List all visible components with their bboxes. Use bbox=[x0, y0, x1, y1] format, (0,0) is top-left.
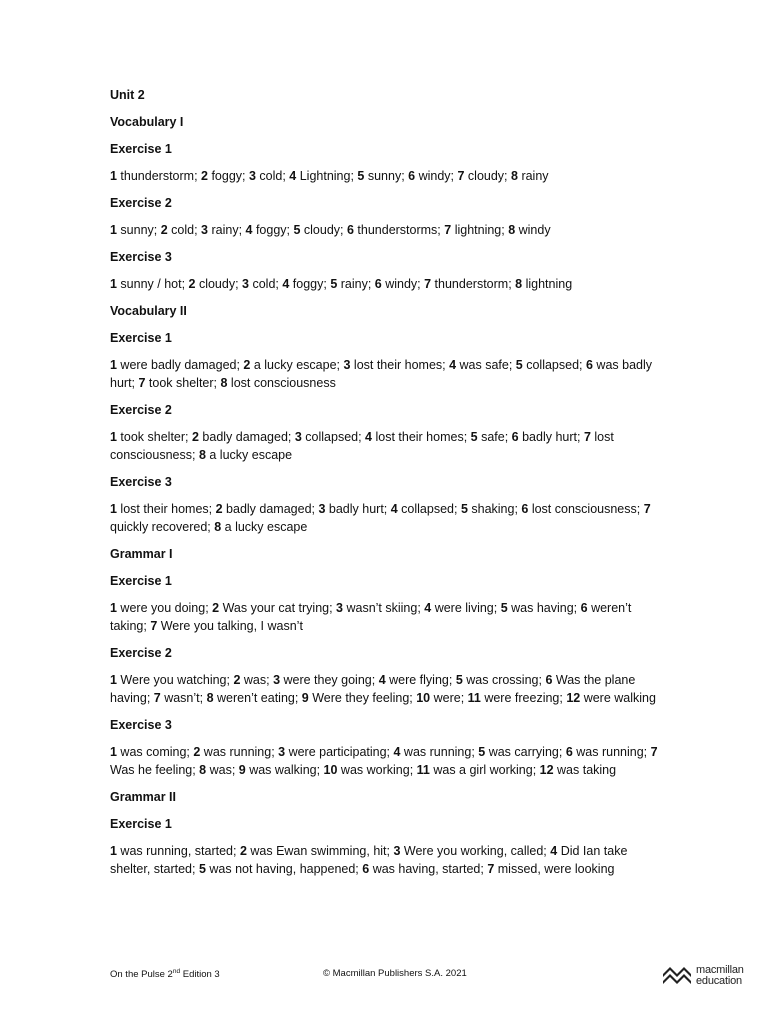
answer-number: 7 bbox=[650, 745, 658, 759]
answer-number: 3 bbox=[393, 844, 401, 858]
answer-text: was badly hurt; bbox=[110, 358, 652, 390]
section-heading: Exercise 2 bbox=[110, 403, 172, 417]
answer-text: was running; bbox=[400, 745, 479, 759]
answer-number: 4 bbox=[393, 745, 401, 759]
answer-text: Was he feeling; bbox=[110, 763, 200, 777]
answer-text: were flying; bbox=[385, 673, 456, 687]
answer-number: 7 bbox=[583, 430, 591, 444]
answer-number: 4 bbox=[365, 430, 372, 444]
answer-text: was having, started; bbox=[369, 862, 488, 876]
answer-text: thunderstorms; bbox=[353, 223, 445, 237]
answer-text: wasn’t skiing; bbox=[343, 601, 425, 615]
answer-number: 2 bbox=[201, 169, 208, 183]
answer-text: Was the plane having; bbox=[110, 673, 636, 705]
answer-text: cloudy; bbox=[300, 223, 347, 237]
answer-text: was walking; bbox=[245, 763, 324, 777]
answer-text: safe; bbox=[477, 430, 512, 444]
answer-number: 3 bbox=[336, 601, 343, 615]
answer-text: windy bbox=[515, 223, 551, 237]
section-heading: Vocabulary II bbox=[110, 304, 187, 318]
answer-number: 1 bbox=[110, 844, 117, 858]
answer-text: windy; bbox=[415, 169, 458, 183]
answer-text: were; bbox=[430, 691, 468, 705]
answer-line bbox=[110, 671, 670, 707]
answer-number: 5 bbox=[357, 169, 365, 183]
answer-line bbox=[110, 599, 670, 635]
answer-text: cloudy; bbox=[464, 169, 512, 183]
answer-text: was Ewan swimming, hit; bbox=[246, 844, 394, 858]
answer-number: 6 bbox=[580, 601, 588, 615]
answer-text: lightning bbox=[522, 277, 573, 291]
answer-text: was taking bbox=[553, 763, 617, 777]
answer-text: lost their homes; bbox=[116, 502, 216, 516]
section-heading: Exercise 1 bbox=[110, 142, 172, 156]
answer-number: 5 bbox=[330, 277, 338, 291]
answer-number: 5 bbox=[460, 502, 468, 516]
answer-number: 7 bbox=[444, 223, 452, 237]
answer-number: 3 bbox=[318, 502, 326, 516]
answer-number: 1 bbox=[110, 430, 117, 444]
section-heading: Exercise 1 bbox=[110, 574, 172, 588]
answer-text: missed, were looking bbox=[494, 862, 615, 876]
answer-number: 4 bbox=[245, 223, 253, 237]
answer-text: sunny; bbox=[116, 223, 161, 237]
answer-number: 3 bbox=[294, 430, 302, 444]
answer-number: 6 bbox=[374, 277, 382, 291]
answer-number: 10 bbox=[323, 763, 338, 777]
answer-text: windy; bbox=[381, 277, 425, 291]
answer-text: was not having, happened; bbox=[205, 862, 363, 876]
answer-text: was crossing; bbox=[462, 673, 546, 687]
answer-number: 4 bbox=[449, 358, 457, 372]
answer-number: 6 bbox=[545, 673, 553, 687]
answer-number: 6 bbox=[346, 223, 354, 237]
answer-number: 3 bbox=[273, 673, 281, 687]
answer-number: 12 bbox=[566, 691, 581, 705]
answer-number: 7 bbox=[487, 862, 495, 876]
answer-number: 4 bbox=[550, 844, 558, 858]
answer-line bbox=[110, 428, 670, 464]
answer-text: were freezing; bbox=[480, 691, 567, 705]
answer-number: 3 bbox=[343, 358, 351, 372]
answer-number: 4 bbox=[282, 277, 290, 291]
section-heading: Exercise 3 bbox=[110, 475, 172, 489]
answer-text: lost consciousness; bbox=[528, 502, 644, 516]
answer-number: 1 bbox=[110, 277, 117, 291]
answer-number: 12 bbox=[539, 763, 554, 777]
answer-number: 7 bbox=[150, 619, 158, 633]
answer-text: rainy bbox=[517, 169, 549, 183]
answer-number: 6 bbox=[408, 169, 416, 183]
answer-line bbox=[110, 221, 670, 239]
answer-number: 4 bbox=[289, 169, 297, 183]
answer-number: 11 bbox=[416, 763, 430, 777]
answer-text: thunderstorm; bbox=[431, 277, 516, 291]
answer-number: 2 bbox=[160, 223, 168, 237]
section-heading: Grammar I bbox=[110, 547, 173, 561]
answer-number: 8 bbox=[206, 691, 214, 705]
answer-text: Were you talking, I wasn’t bbox=[157, 619, 303, 633]
answer-number: 6 bbox=[585, 358, 593, 372]
section-heading: Exercise 2 bbox=[110, 646, 172, 660]
answer-number: 2 bbox=[212, 601, 220, 615]
answer-number: 7 bbox=[424, 277, 432, 291]
answer-text: collapsed; bbox=[397, 502, 461, 516]
answer-text: Did Ian take shelter, started; bbox=[110, 844, 628, 876]
answer-text: a lucky escape; bbox=[250, 358, 344, 372]
answer-text: was running; bbox=[200, 745, 279, 759]
answer-text: were participating; bbox=[285, 745, 394, 759]
answer-number: 1 bbox=[110, 673, 117, 687]
answer-text: was running, started; bbox=[116, 844, 240, 858]
answer-text: badly hurt; bbox=[518, 430, 584, 444]
answer-text: rainy; bbox=[337, 277, 375, 291]
answer-number: 7 bbox=[643, 502, 651, 516]
footer-copyright: © Macmillan Publishers S.A. 2021 bbox=[323, 968, 467, 979]
answer-text: was coming; bbox=[116, 745, 194, 759]
answer-text: cold; bbox=[255, 169, 290, 183]
answer-text: Were you watching; bbox=[116, 673, 234, 687]
answer-text: was safe; bbox=[456, 358, 516, 372]
answer-text: wasn’t; bbox=[160, 691, 207, 705]
answer-number: 7 bbox=[153, 691, 161, 705]
answer-number: 5 bbox=[478, 745, 486, 759]
answer-number: 5 bbox=[500, 601, 508, 615]
answer-text: were you doing; bbox=[116, 601, 213, 615]
answer-line bbox=[110, 167, 670, 185]
answer-number: 6 bbox=[362, 862, 370, 876]
answer-number: 5 bbox=[293, 223, 301, 237]
footer-book-title: On the Pulse 2nd Edition 3 bbox=[110, 968, 220, 981]
answer-number: 5 bbox=[198, 862, 206, 876]
answer-text: sunny / hot; bbox=[116, 277, 189, 291]
answer-text: took shelter; bbox=[145, 376, 221, 390]
answer-text: were living; bbox=[431, 601, 501, 615]
logo-text-education: education bbox=[696, 975, 742, 987]
answer-number: 8 bbox=[508, 223, 516, 237]
answer-number: 9 bbox=[301, 691, 309, 705]
answer-text: cloudy; bbox=[195, 277, 243, 291]
answer-text: a lucky escape bbox=[221, 520, 308, 534]
answer-number: 6 bbox=[521, 502, 529, 516]
logo-text-macmillan: macmillan bbox=[696, 964, 744, 976]
answer-text: were badly damaged; bbox=[116, 358, 244, 372]
answer-text: lost their homes; bbox=[372, 430, 471, 444]
answer-number: 1 bbox=[110, 358, 117, 372]
answer-text: were they going; bbox=[280, 673, 379, 687]
answer-number: 2 bbox=[215, 502, 223, 516]
answer-text: was having; bbox=[507, 601, 581, 615]
answer-number: 4 bbox=[390, 502, 398, 516]
answer-text: lost their homes; bbox=[350, 358, 450, 372]
answer-text: a lucky escape bbox=[205, 448, 293, 462]
answer-text: quickly recovered; bbox=[110, 520, 215, 534]
answer-number: 3 bbox=[248, 169, 256, 183]
answer-text: was carrying; bbox=[485, 745, 566, 759]
answer-text: Were they feeling; bbox=[308, 691, 417, 705]
section-heading: Vocabulary I bbox=[110, 115, 184, 129]
answer-number: 5 bbox=[470, 430, 478, 444]
answer-text: rainy; bbox=[208, 223, 246, 237]
answer-number: 2 bbox=[233, 673, 241, 687]
section-heading: Exercise 3 bbox=[110, 250, 172, 264]
answer-text: was working; bbox=[337, 763, 417, 777]
answer-text: cold; bbox=[167, 223, 202, 237]
answer-text: lightning; bbox=[451, 223, 509, 237]
answer-text: collapsed; bbox=[522, 358, 586, 372]
macmillan-logo-icon bbox=[662, 964, 692, 986]
answer-text: cold; bbox=[249, 277, 283, 291]
answer-number: 7 bbox=[457, 169, 465, 183]
answer-text: was; bbox=[206, 763, 239, 777]
answer-text: Lightning; bbox=[296, 169, 358, 183]
section-heading: Exercise 1 bbox=[110, 817, 172, 831]
answer-text: thunderstorm; bbox=[116, 169, 202, 183]
answer-text: badly hurt; bbox=[325, 502, 391, 516]
section-heading: Exercise 1 bbox=[110, 331, 172, 345]
answer-number: 9 bbox=[238, 763, 246, 777]
answer-number: 8 bbox=[198, 448, 206, 462]
macmillan-logo bbox=[662, 962, 752, 988]
answer-text: was; bbox=[240, 673, 274, 687]
answer-number: 5 bbox=[455, 673, 463, 687]
answer-number: 3 bbox=[242, 277, 249, 291]
answer-line bbox=[110, 743, 670, 779]
answer-number: 8 bbox=[220, 376, 228, 390]
answer-number: 3 bbox=[278, 745, 286, 759]
answer-text: collapsed; bbox=[301, 430, 366, 444]
answer-text: weren’t eating; bbox=[213, 691, 302, 705]
answer-number: 6 bbox=[511, 430, 519, 444]
answer-line bbox=[110, 842, 670, 878]
answer-number: 4 bbox=[424, 601, 432, 615]
answer-number: 1 bbox=[110, 745, 117, 759]
answer-text: lost consciousness; bbox=[110, 430, 614, 462]
answer-number: 1 bbox=[110, 502, 117, 516]
answer-text: lost consciousness bbox=[227, 376, 336, 390]
answer-line bbox=[110, 275, 670, 293]
answer-number: 2 bbox=[188, 277, 196, 291]
answer-text: sunny; bbox=[364, 169, 409, 183]
answer-number: 7 bbox=[138, 376, 146, 390]
answer-number: 2 bbox=[239, 844, 247, 858]
answer-text: shaking; bbox=[467, 502, 522, 516]
answer-number: 1 bbox=[110, 223, 117, 237]
answer-number: 1 bbox=[110, 601, 117, 615]
answer-number: 10 bbox=[416, 691, 431, 705]
answer-text: were walking bbox=[580, 691, 656, 705]
answer-text: foggy; bbox=[289, 277, 331, 291]
answer-text: took shelter; bbox=[116, 430, 192, 444]
answer-number: 1 bbox=[110, 169, 117, 183]
answer-line bbox=[110, 356, 670, 392]
answer-number: 2 bbox=[243, 358, 251, 372]
answer-number: 11 bbox=[467, 691, 481, 705]
answer-text: badly damaged; bbox=[222, 502, 319, 516]
answer-text: Were you working, called; bbox=[400, 844, 551, 858]
section-heading: Exercise 2 bbox=[110, 196, 172, 210]
answer-number: 5 bbox=[515, 358, 523, 372]
answer-key-content bbox=[110, 86, 670, 887]
answer-text: badly damaged; bbox=[198, 430, 295, 444]
answer-number: 8 bbox=[511, 169, 518, 183]
answer-number: 8 bbox=[214, 520, 222, 534]
page-footer bbox=[110, 966, 750, 996]
answer-number: 2 bbox=[193, 745, 201, 759]
answer-text: foggy; bbox=[207, 169, 249, 183]
section-heading: Unit 2 bbox=[110, 88, 145, 102]
section-heading: Grammar II bbox=[110, 790, 177, 804]
answer-number: 3 bbox=[201, 223, 208, 237]
answer-number: 8 bbox=[199, 763, 207, 777]
answer-text: was a girl working; bbox=[429, 763, 540, 777]
answer-number: 4 bbox=[378, 673, 386, 687]
answer-text: foggy; bbox=[252, 223, 294, 237]
answer-text: was running; bbox=[572, 745, 651, 759]
answer-number: 8 bbox=[515, 277, 523, 291]
answer-number: 6 bbox=[565, 745, 573, 759]
answer-text: weren’t taking; bbox=[110, 601, 632, 633]
answer-number: 2 bbox=[192, 430, 199, 444]
answer-line bbox=[110, 500, 670, 536]
section-heading: Exercise 3 bbox=[110, 718, 172, 732]
answer-text: Was your cat trying; bbox=[219, 601, 337, 615]
